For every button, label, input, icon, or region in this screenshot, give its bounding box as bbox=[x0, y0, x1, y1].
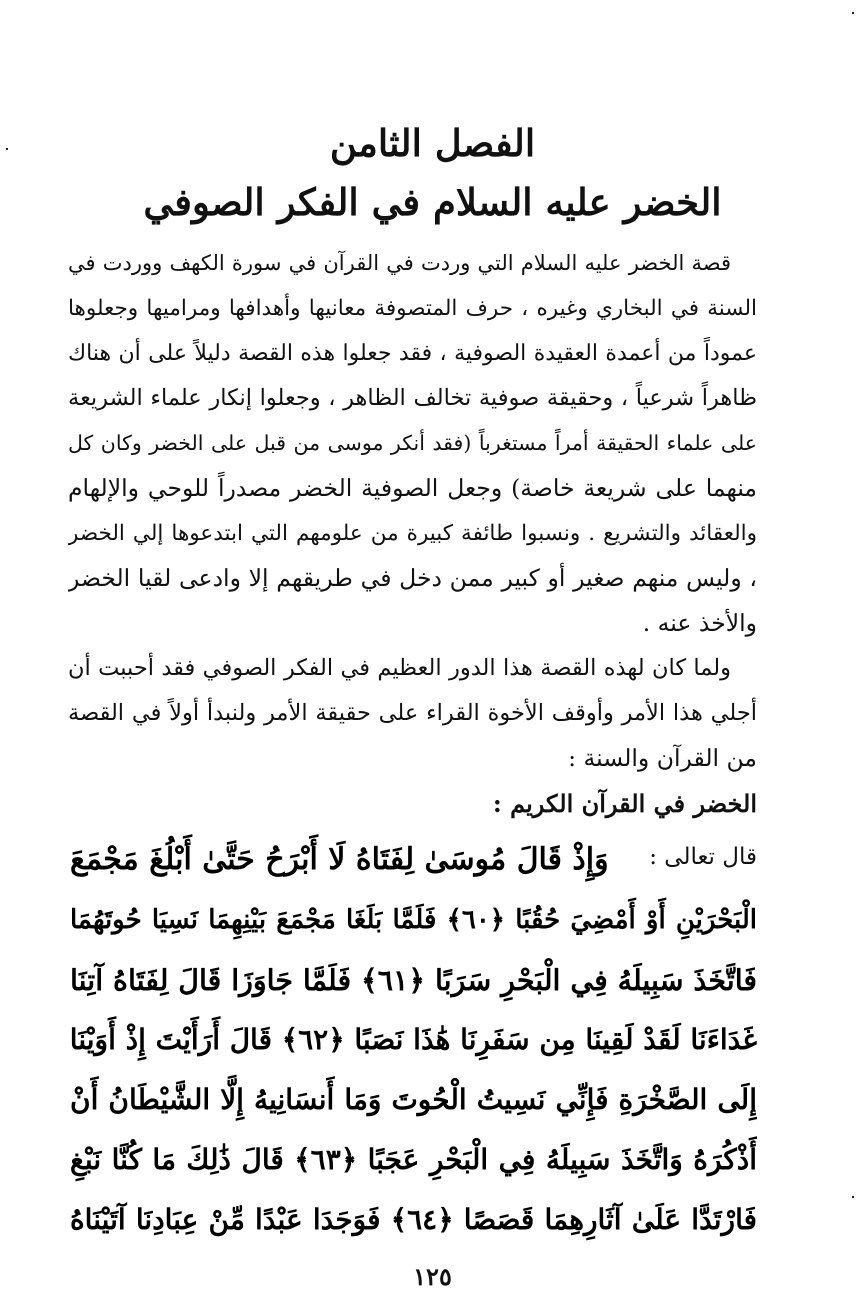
paragraph1-line: السنة في البخاري وغيره ، حرف المتصوفة معانيها وأهدافها ومراميها وجعلوها bbox=[68, 296, 757, 321]
paragraph1-line: والأخذ عنه . bbox=[642, 609, 757, 637]
paragraph2-line: من القرآن والسنة : bbox=[568, 744, 757, 772]
quran-line: إِلَى الصَّخْرَةِ فَإِنِّي نَسِيتُ الْحُوتَ وَمَا أَنسَانِيهُ إِلَّا الشَّيْطَانُ أَنْ bbox=[70, 1083, 757, 1116]
paragraph1-line: عموداً من أعمدة العقيدة الصوفية ، فقد جعلوا هذه القصة دليلاً على أن هناك bbox=[68, 341, 757, 366]
scan-mark bbox=[6, 148, 8, 150]
quran-line: فَارْتَدَّا عَلَىٰ آثَارِهِمَا قَصَصًا ﴿٦٤﴾ فَوَجَدَا عَبْدًا مِّنْ عِبَادِنَا آتَيْنَاهُ bbox=[70, 1203, 757, 1236]
quran-verses bbox=[70, 830, 757, 1250]
scan-mark bbox=[852, 12, 854, 14]
paragraph2-line: أجلي هذا الأمر وأوقف الأخوة القراء على حقيقة الأمر ولنبدأ أولاً في القصة bbox=[68, 700, 757, 726]
section-subheading: الخضر في القرآن الكريم : bbox=[492, 789, 757, 818]
chapter-title: الخضر عليه السلام في الفكر الصوفي bbox=[143, 180, 722, 224]
paragraph1-line: منهما على شريعة خاصة) وجعل الصوفية الخضر مصدراً للوحي والإلهام bbox=[68, 474, 757, 502]
chapter-heading: الفصل الثامن bbox=[329, 121, 536, 165]
scan-mark bbox=[852, 1196, 854, 1198]
verse-intro: قال تعالى : bbox=[649, 844, 757, 870]
body-text bbox=[68, 241, 757, 826]
quran-line: فَاتَّخَذَ سَبِيلَهُ فِي الْبَحْرِ سَرَبًا ﴿٦١﴾ فَلَمَّا جَاوَزَا قَالَ لِفَتَاهُ آتِنَا bbox=[70, 963, 757, 997]
paragraph1-line: والعقائد والتشريع . ونسبوا طائفة كبيرة من علومهم التي ابتدعوها إلي الخضر bbox=[68, 521, 757, 546]
paragraph2-line: ولما كان لهذه القصة هذا الدور العظيم في الفكر الصوفي فقد أحببت أن bbox=[68, 655, 731, 681]
paragraph1-line: ، وليس منهم صغير أو كبير ممن دخل في طريقهم إلا وادعى لقيا الخضر bbox=[68, 564, 757, 592]
paragraph1-line: على علماء الحقيقة أمراً مستغرباً (فقد أنكر موسى من قبل على الخضر وكان كل bbox=[68, 431, 757, 455]
quran-line: الْبَحْرَيْنِ أَوْ أَمْضِيَ حُقُبًا ﴿٦٠﴾ فَلَمَّا بَلَغَا مَجْمَعَ بَيْنِهِمَا نَسِيَا حُوتَهُمَا bbox=[70, 905, 757, 935]
paragraph1-line: ظاهراً شرعياً ، وحقيقة صوفية تخالف الظاهر ، وجعلوا إنكار علماء الشريعة bbox=[68, 385, 757, 411]
quran-line: أَذْكُرَهُ وَاتَّخَذَ سَبِيلَهُ فِي الْبَحْرِ عَجَبًا ﴿٦٣﴾ قَالَ ذَٰلِكَ مَا كُنَّا نَبْغِ bbox=[70, 1143, 757, 1176]
paragraph1-line: قصة الخضر عليه السلام التي وردت في القرآن في سورة الكهف ووردت في bbox=[68, 251, 731, 275]
page-number: ١٢٥ bbox=[413, 1262, 452, 1291]
quran-line: غَدَاءَنَا لَقَدْ لَقِينَا مِن سَفَرِنَا هَٰذَا نَصَبًا ﴿٦٢﴾ قَالَ أَرَأَيْتَ إِذْ أَوَيْنَا bbox=[70, 1023, 757, 1056]
quran-line: وَإِذْ قَالَ مُوسَىٰ لِفَتَاهُ لَا أَبْرَحُ حَتَّىٰ أَبْلُغَ مَجْمَعَ bbox=[70, 842, 609, 877]
